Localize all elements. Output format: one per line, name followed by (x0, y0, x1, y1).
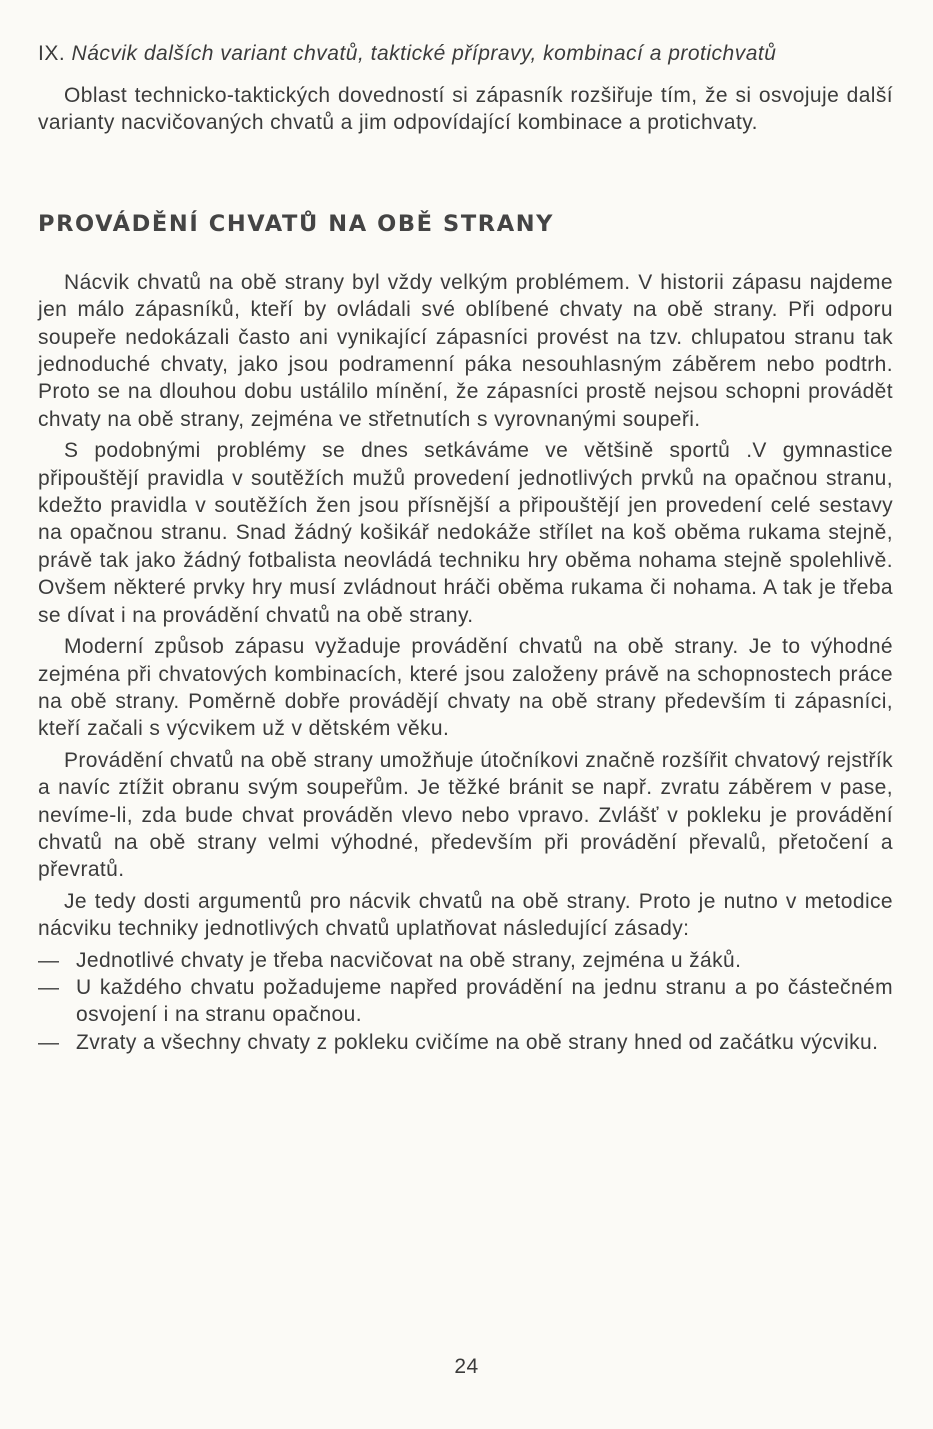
list-item-text: Zvraty a všechny chvaty z pokleku cvičíme na obě strany hned od začátku výcviku. (76, 1030, 879, 1054)
list-item (38, 1029, 893, 1056)
list-dash: — (38, 948, 60, 972)
chapter-heading (38, 40, 893, 68)
list-dash: — (38, 1030, 60, 1054)
chapter-roman-numeral: IX. (38, 42, 66, 65)
principles-list (38, 947, 893, 1057)
list-item (38, 947, 893, 974)
list-item-text: Jednotlivé chvaty je třeba nacvičovat na obě strany, zejména u žáků. (76, 948, 742, 972)
list-item-text: U každého chvatu požadujeme napřed provádění na jednu stranu a po částečném osvojení i na stranu opačnou. (76, 975, 893, 1027)
intro-paragraph: Oblast technicko-taktických dovedností si zápasník rozšiřuje tím, že si osvojuje další varianty nacvičovaných chvatů a jim odpovídající kombinace a protichvaty. (38, 84, 893, 135)
list-item (38, 974, 893, 1029)
section-title: PROVÁDĚNÍ CHVATŮ NA OBĚ STRANY (38, 210, 555, 237)
book-page (38, 40, 893, 1056)
body-paragraph: Je tedy dosti argumentů pro nácvik chvatů na obě strany. Proto je nutno v metodice nácviku techniky jednotlivých chvatů uplatňovat následující zásady: (38, 889, 893, 941)
chapter-title: Nácvik dalších variant chvatů, taktické přípravy, kombinací a protichvatů (71, 42, 777, 65)
body-paragraph: Nácvik chvatů na obě strany byl vždy velkým problémem. V historii zápasu najdeme jen málo zápasníků, kteří by ovládali své oblíbené chvaty na obě strany. Při odporu soupeře nedokázali často ani vynikající zápasníci provést na tzv. chlupatou stranu tak jednoduché chvaty, jako jsou podramenní páka nesouhlasným záběrem nebo podtrh. Proto se na dlouhou dobu ustálilo mínění, že zápasníci prostě nejsou schopni provádět chvaty na obě strany, zejména ve střetnutích s vyrovnanými soupeři. (38, 270, 893, 431)
body-paragraph: S podobnými problémy se dnes setkáváme ve většině sportů .V gymnastice připouštějí pravidla v soutěžích mužů provedení jednotlivých prvků na opačnou stranu, kdežto pravidla v soutěžích žen jsou přísnější a připouštějí jen provedení celé sestavy na opačnou stranu. Snad žádný košikář nedokáže střílet na koš oběma rukama stejně, právě tak jako žádný fotbalista neovládá techniku hry oběma nohama stejně spolehlivě. Ovšem některé prvky hry musí zvládnout hráči oběma rukama či nohama. A tak je třeba se dívat i na provádění chvatů na obě strany. (38, 439, 893, 627)
page-number: 24 (454, 1355, 479, 1378)
body-paragraph: Provádění chvatů na obě strany umožňuje útočníkovi značně rozšířit chvatový rejstřík a navíc ztížit obranu svým soupeřům. Je těžké bránit se např. zvratu záběrem v pase, nevíme-li, zda bude chvat prováděn vlevo nebo vpravo. Zvlášť v pokleku je provádění chvatů na obě strany velmi výhodné, především při provádění převalů, přetočení a převratů. (38, 748, 893, 882)
list-dash: — (38, 975, 60, 999)
body-paragraph: Moderní způsob zápasu vyžaduje provádění chvatů na obě strany. Je to výhodné zejména při chvatových kombinacích, které jsou založeny právě na schopnostech práce na obě strany. Poměrně dobře provádějí chvaty na obě strany především ti zápasníci, kteří začali s výcvikem už v dětském věku. (38, 635, 893, 741)
